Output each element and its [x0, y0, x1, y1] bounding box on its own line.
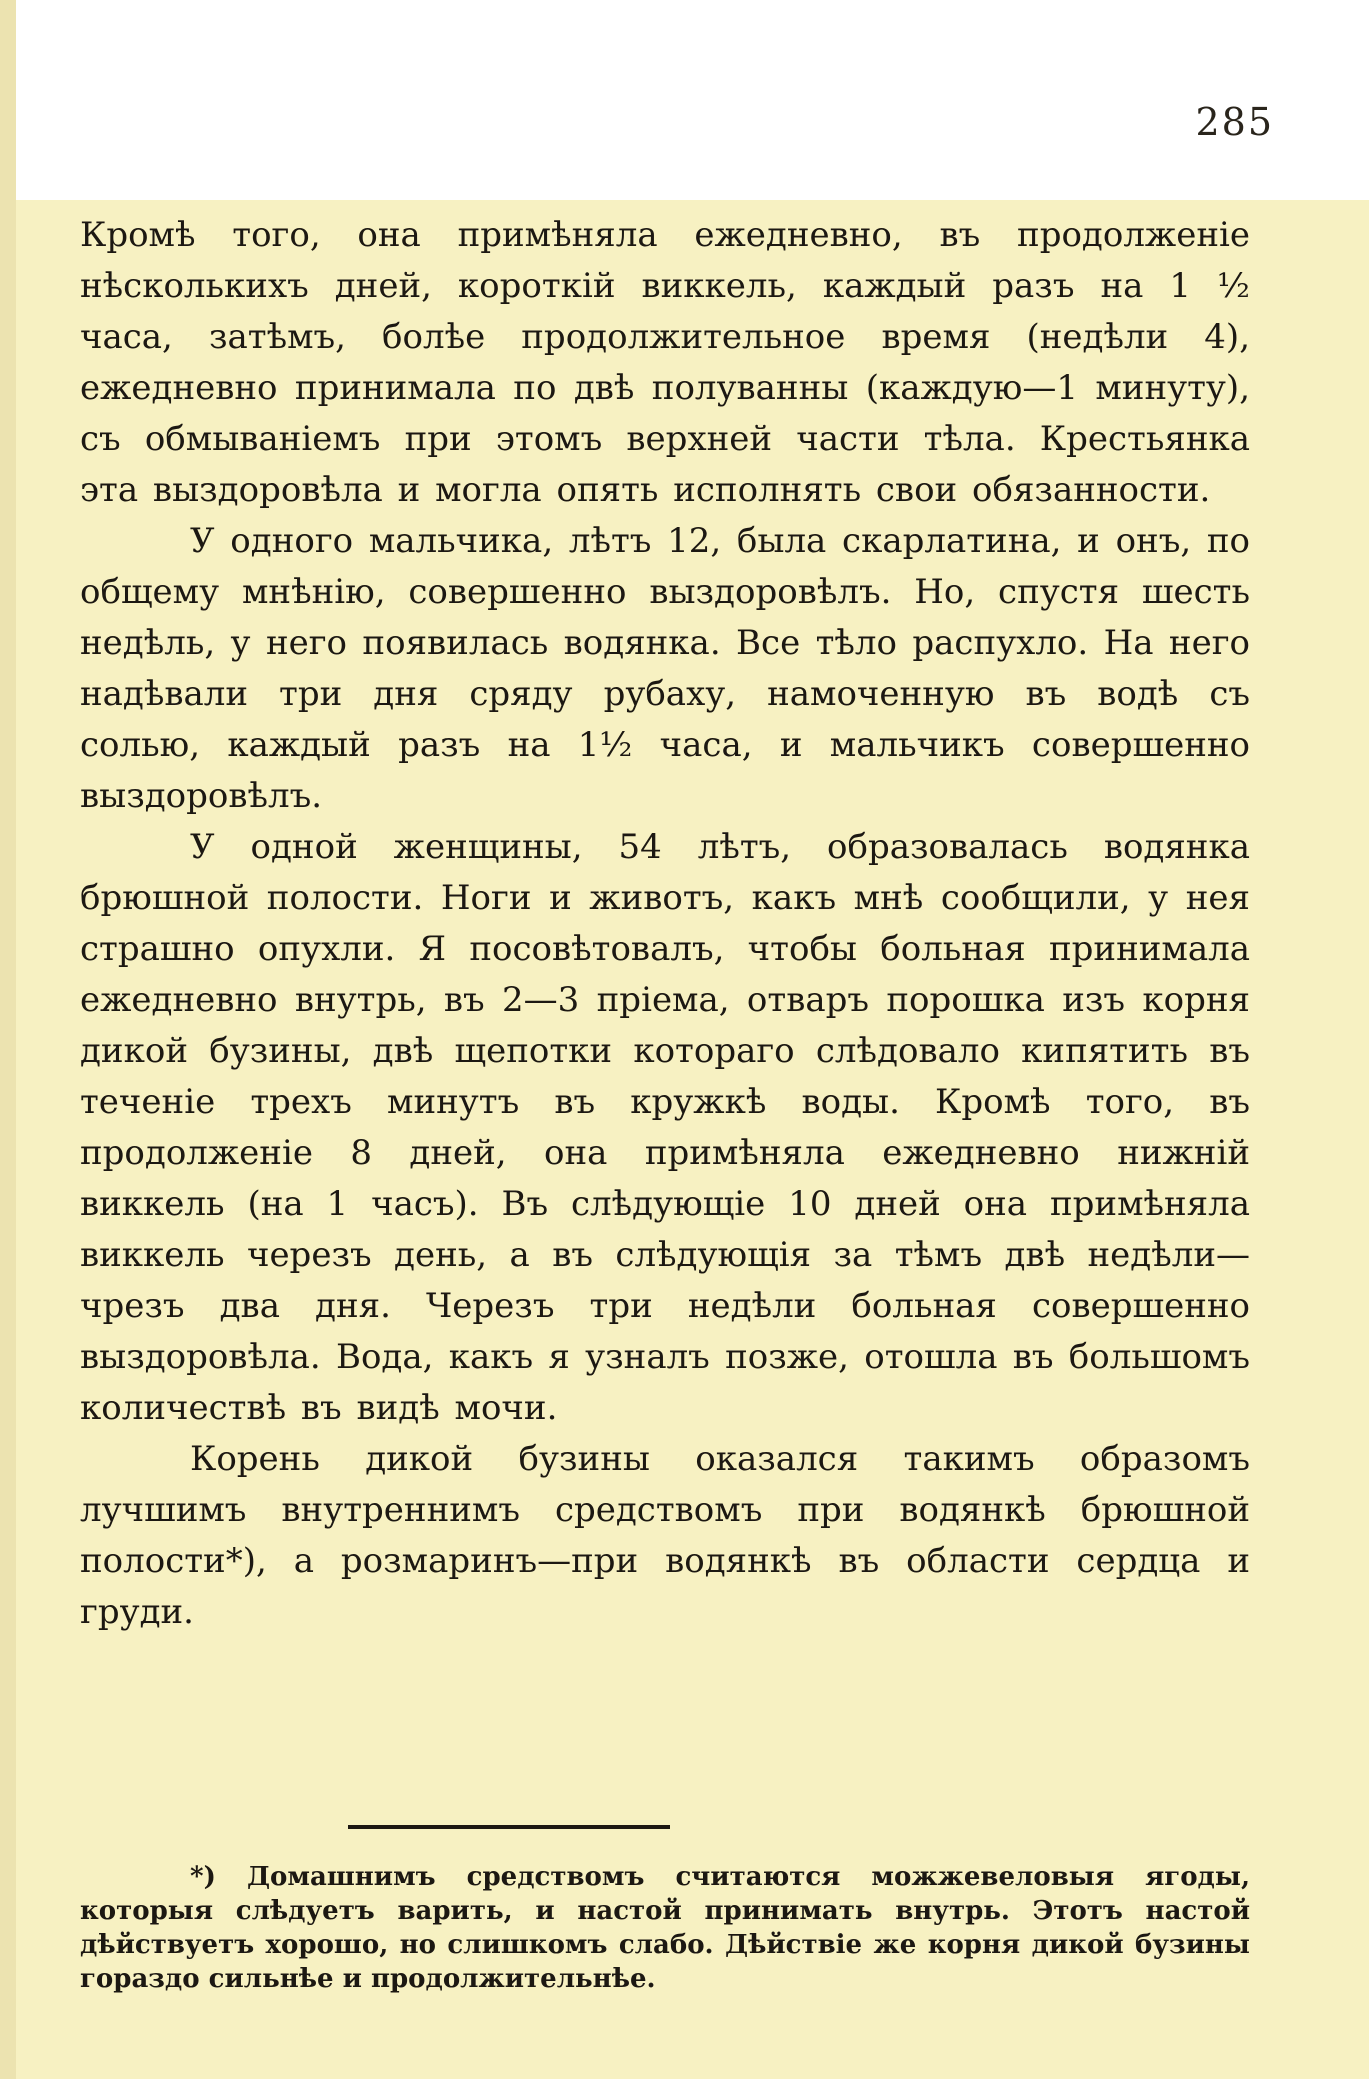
page-top-margin [0, 0, 1369, 200]
body-text [80, 210, 1250, 1638]
footnote: *) Домашнимъ средствомъ считаются можжевеловыя ягоды, которыя слѣдуетъ варить, и настой принимать внутрь. Этотъ настой дѣйствуетъ хорошо, но слишкомъ слабо. Дѣйствіе же корня дикой бузины гораздо сильнѣе и продолжительнѣе. [80, 1862, 1250, 1994]
page-number: 285 [1195, 100, 1274, 144]
paragraph-1: Кромѣ того, она примѣняла ежедневно, въ продолженіе нѣсколькихъ дней, короткій виккель, каждый разъ на 1 ½ часа, затѣмъ, болѣе продолжительное время (недѣли 4), ежедневно принимала по двѣ полуванны (каждую—1 минуту), съ обмываніемъ при этомъ верхней части тѣла. Крестьянка эта выздоровѣла и могла опять исполнять свои обязанности. [80, 215, 1250, 510]
page-left-edge [0, 0, 16, 2079]
paragraph-4: Корень дикой бузины оказался такимъ образомъ лучшимъ внутреннимъ средствомъ при водянкѣ брюшной полости*), а розмаринъ—при водянкѣ въ области сердца и груди. [80, 1439, 1250, 1632]
paragraph-3: У одной женщины, 54 лѣтъ, образовалась водянка брюшной полости. Ноги и животъ, какъ мнѣ сообщили, у нея страшно опухли. Я посовѣтовалъ, чтобы больная принимала ежедневно внутрь, въ 2—3 пріема, отваръ порошка изъ корня дикой бузины, двѣ щепотки котораго слѣдовало кипятить въ теченіе трехъ минутъ въ кружкѣ воды. Кромѣ того, въ продолженіе 8 дней, она примѣняла ежедневно нижній виккель (на 1 часъ). Въ слѣдующіе 10 дней она примѣняла виккель черезъ день, а въ слѣдующія за тѣмъ двѣ недѣли—чрезъ два дня. Черезъ три недѣли больная совершенно выздоровѣла. Вода, какъ я узналъ позже, отошла въ большомъ количествѣ въ видѣ мочи. [80, 827, 1250, 1428]
footnote-divider [348, 1825, 670, 1829]
paragraph-2: У одного мальчика, лѣтъ 12, была скарлатина, и онъ, по общему мнѣнію, совершенно выздоровѣлъ. Но, спустя шесть недѣль, у него появилась водянка. Все тѣло распухло. На него надѣвали три дня сряду рубаху, намоченную въ водѣ съ солью, каждый разъ на 1½ часа, и мальчикъ совершенно выздоровѣлъ. [80, 521, 1250, 816]
